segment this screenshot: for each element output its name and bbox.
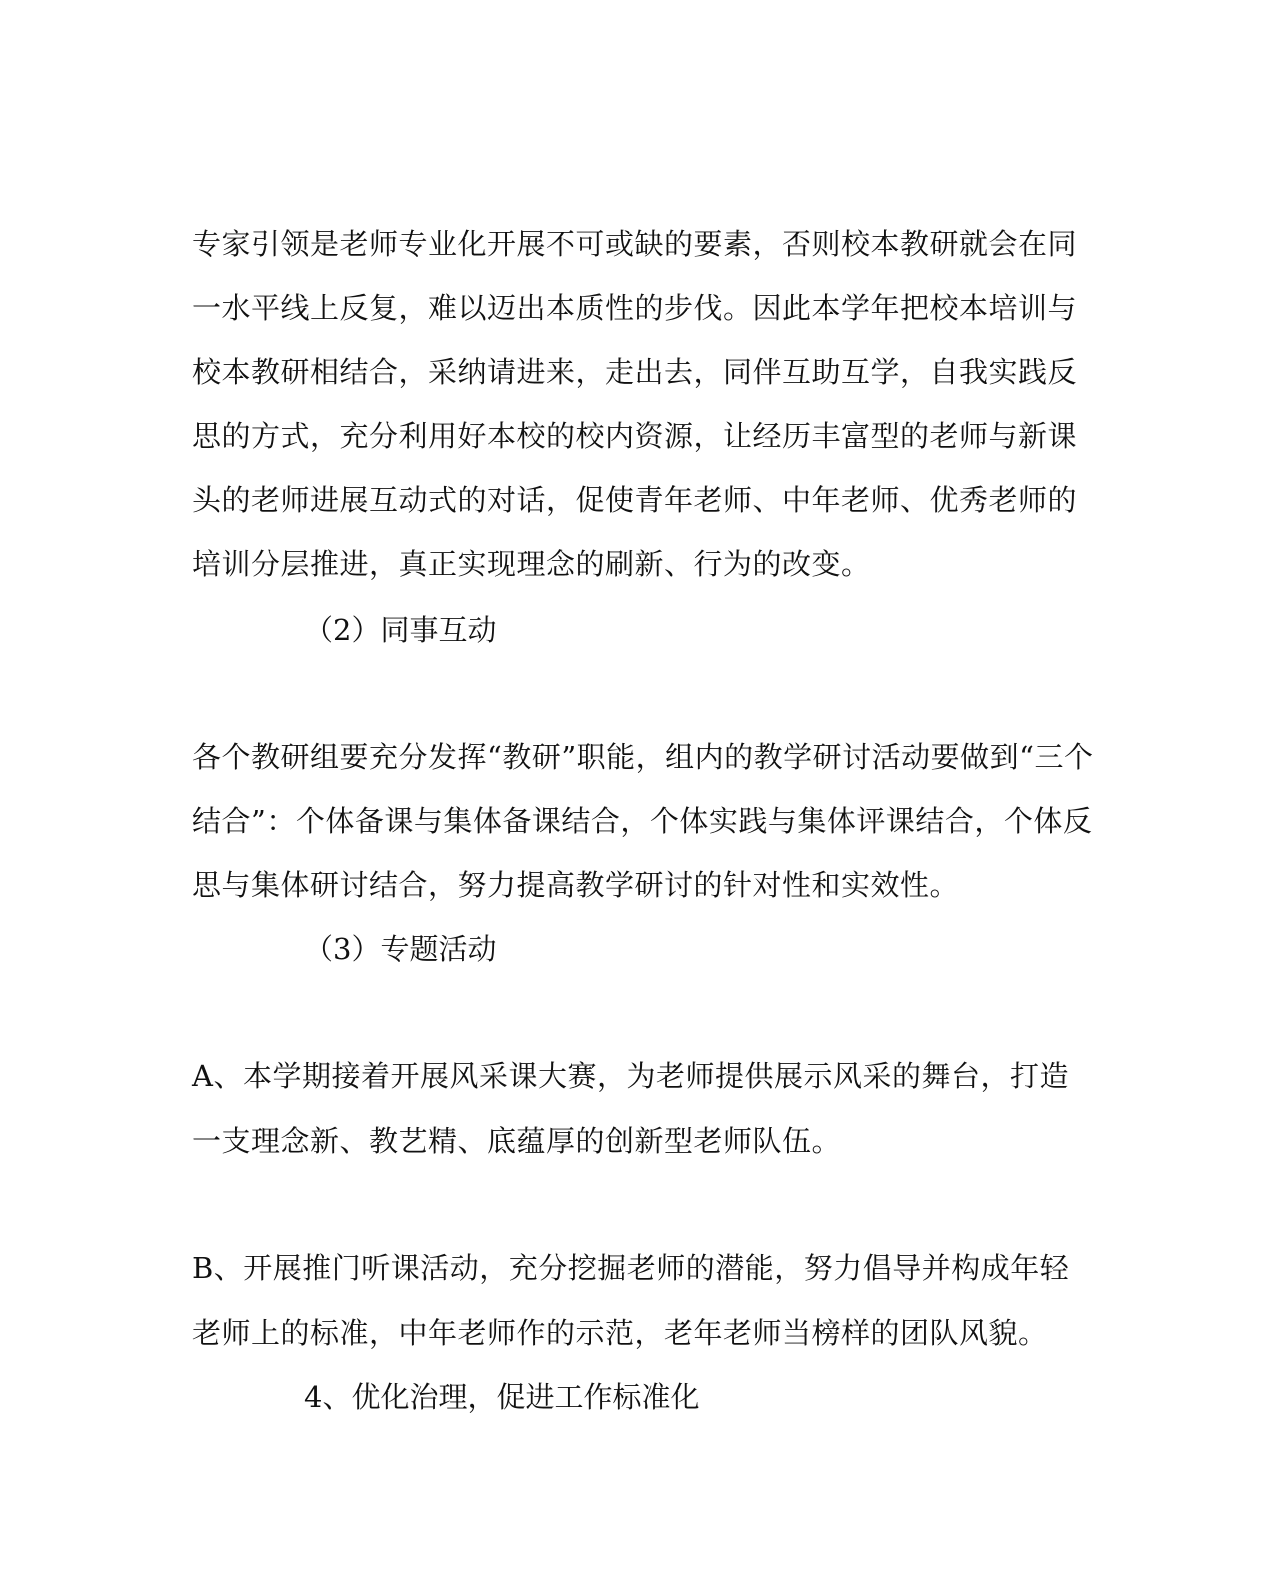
paragraph-1-line-3: 校本教研相结合，采纳请进来，走出去，同伴互助互学，自我实践反	[192, 355, 1078, 389]
paragraph-1-line-6: 培训分层推进，真正实现理念的刷新、行为的改变。	[192, 547, 871, 581]
paragraph-b-line-1: B、开展推门听课活动，充分挖掘老师的潜能，努力倡导并构成年轻	[192, 1251, 1070, 1285]
paragraph-1-line-2: 一水平线上反复，难以迈出本质性的步伐。因此本学年把校本培训与	[192, 291, 1078, 325]
paragraph-1-line-1: 专家引领是老师专业化开展不可或缺的要素，否则校本教研就会在同	[192, 227, 1078, 261]
paragraph-2-line-1: 各个教研组要充分发挥“教研”职能，组内的教学研讨活动要做到“三个	[192, 740, 1094, 774]
section-heading-2: （2）同事互动	[304, 613, 497, 647]
paragraph-a-line-2: 一支理念新、教艺精、底蕴厚的创新型老师队伍。	[192, 1124, 842, 1158]
paragraph-2-line-2: 结合”：个体备课与集体备课结合，个体实践与集体评课结合，个体反	[192, 804, 1093, 838]
paragraph-1-line-4: 思的方式，充分利用好本校的校内资源，让经历丰富型的老师与新课	[192, 419, 1078, 453]
paragraph-1-line-5: 头的老师进展互动式的对话，促使青年老师、中年老师、优秀老师的	[192, 483, 1078, 517]
paragraph-2-line-3: 思与集体研讨结合，努力提高教学研讨的针对性和实效性。	[192, 868, 960, 902]
paragraph-a-line-1: A、本学期接着开展风采课大赛，为老师提供展示风采的舞台，打造	[192, 1059, 1069, 1093]
paragraph-b-line-2: 老师上的标准，中年老师作的示范，老年老师当榜样的团队风貌。	[192, 1316, 1048, 1350]
section-heading-4: 4、优化治理，促进工作标准化	[304, 1380, 700, 1414]
section-heading-3: （3）专题活动	[304, 932, 497, 966]
